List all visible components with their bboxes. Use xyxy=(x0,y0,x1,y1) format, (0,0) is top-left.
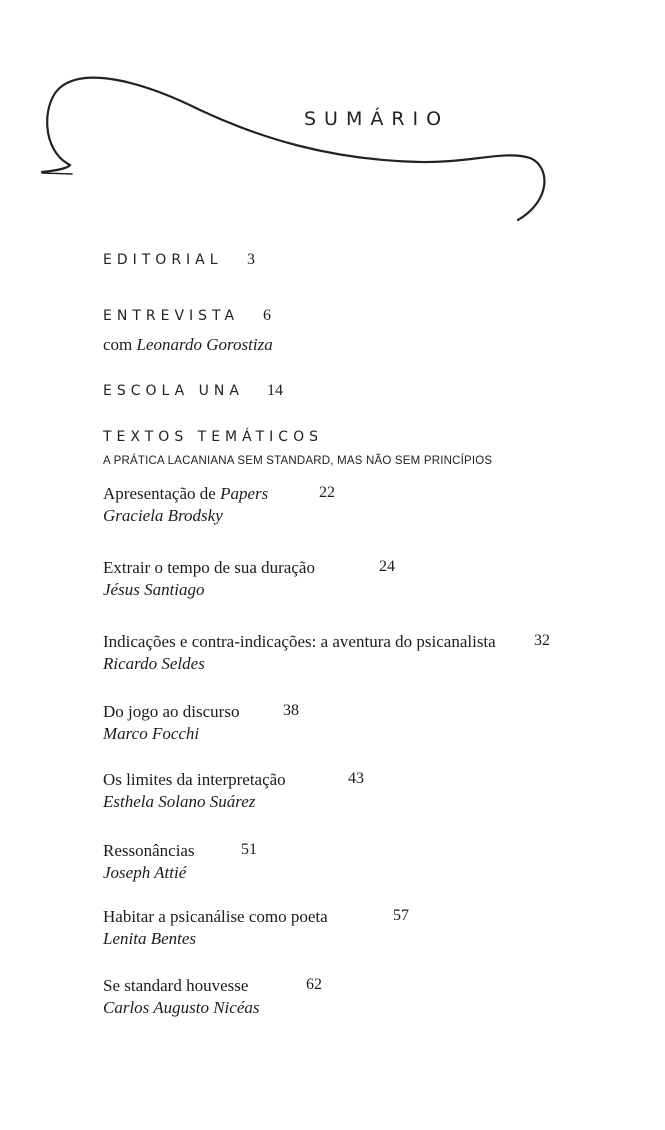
toc-entry xyxy=(103,702,299,744)
page-number: 3 xyxy=(247,251,255,268)
entry-page: 32 xyxy=(534,632,550,649)
entry-title: Ressonâncias xyxy=(103,841,195,860)
entry-page: 51 xyxy=(241,841,257,858)
section-label: ENTREVISTA xyxy=(103,308,240,324)
section-textos xyxy=(103,429,323,445)
entry-page: 62 xyxy=(306,976,322,993)
page-number: 6 xyxy=(263,307,271,324)
section-label: EDITORIAL xyxy=(103,252,223,268)
entry-author: Esthela Solano Suárez xyxy=(103,792,256,811)
section-subtitle: A PRÁTICA LACANIANA SEM STANDARD, MAS NÃO SEM PRINCÍPIOS xyxy=(103,455,493,467)
entry-author: Carlos Augusto Nicéas xyxy=(103,998,260,1017)
page-number: 14 xyxy=(267,382,283,399)
entry-title: Os limites da interpretação xyxy=(103,770,286,789)
toc-entry xyxy=(103,907,409,949)
entry-title: Se standard houvesse xyxy=(103,976,249,995)
section-label: TEXTOS TEMÁTICOS xyxy=(103,429,323,445)
toc-entry xyxy=(103,976,322,1018)
page-title: SUMÁRIO xyxy=(304,108,450,130)
entry-page: 24 xyxy=(379,558,395,575)
toc-entry xyxy=(103,484,335,526)
section-escola xyxy=(103,382,283,399)
toc-entry xyxy=(103,558,395,600)
entry-author: Jésus Santiago xyxy=(103,580,205,599)
toc-entry xyxy=(103,770,364,812)
entry-author: Marco Focchi xyxy=(103,724,200,743)
entry-title: Apresentação de Papers xyxy=(103,484,269,503)
section-editorial xyxy=(103,251,255,268)
entry-page: 43 xyxy=(348,770,364,787)
toc-entry xyxy=(103,841,257,883)
entry-author: Joseph Attié xyxy=(103,863,187,882)
entry-title: Extrair o tempo de sua duração xyxy=(103,558,315,577)
section-entrevista xyxy=(103,307,271,324)
entry-title: Do jogo ao discurso xyxy=(103,702,240,721)
entry-author: Lenita Bentes xyxy=(103,929,197,948)
entry-author: Graciela Brodsky xyxy=(103,506,223,525)
entry-page: 22 xyxy=(319,484,335,501)
entry-title: Indicações e contra-indicações: a aventura do psicanalista xyxy=(103,632,496,651)
toc-entry xyxy=(103,632,550,674)
entry-title: Habitar a psicanálise como poeta xyxy=(103,907,328,926)
entry-author: Ricardo Seldes xyxy=(103,654,205,673)
entry-page: 57 xyxy=(393,907,409,924)
section-label: ESCOLA UNA xyxy=(103,383,244,399)
entry-page: 38 xyxy=(283,702,299,719)
interview-subject: com Leonardo Gorostiza xyxy=(103,335,273,354)
